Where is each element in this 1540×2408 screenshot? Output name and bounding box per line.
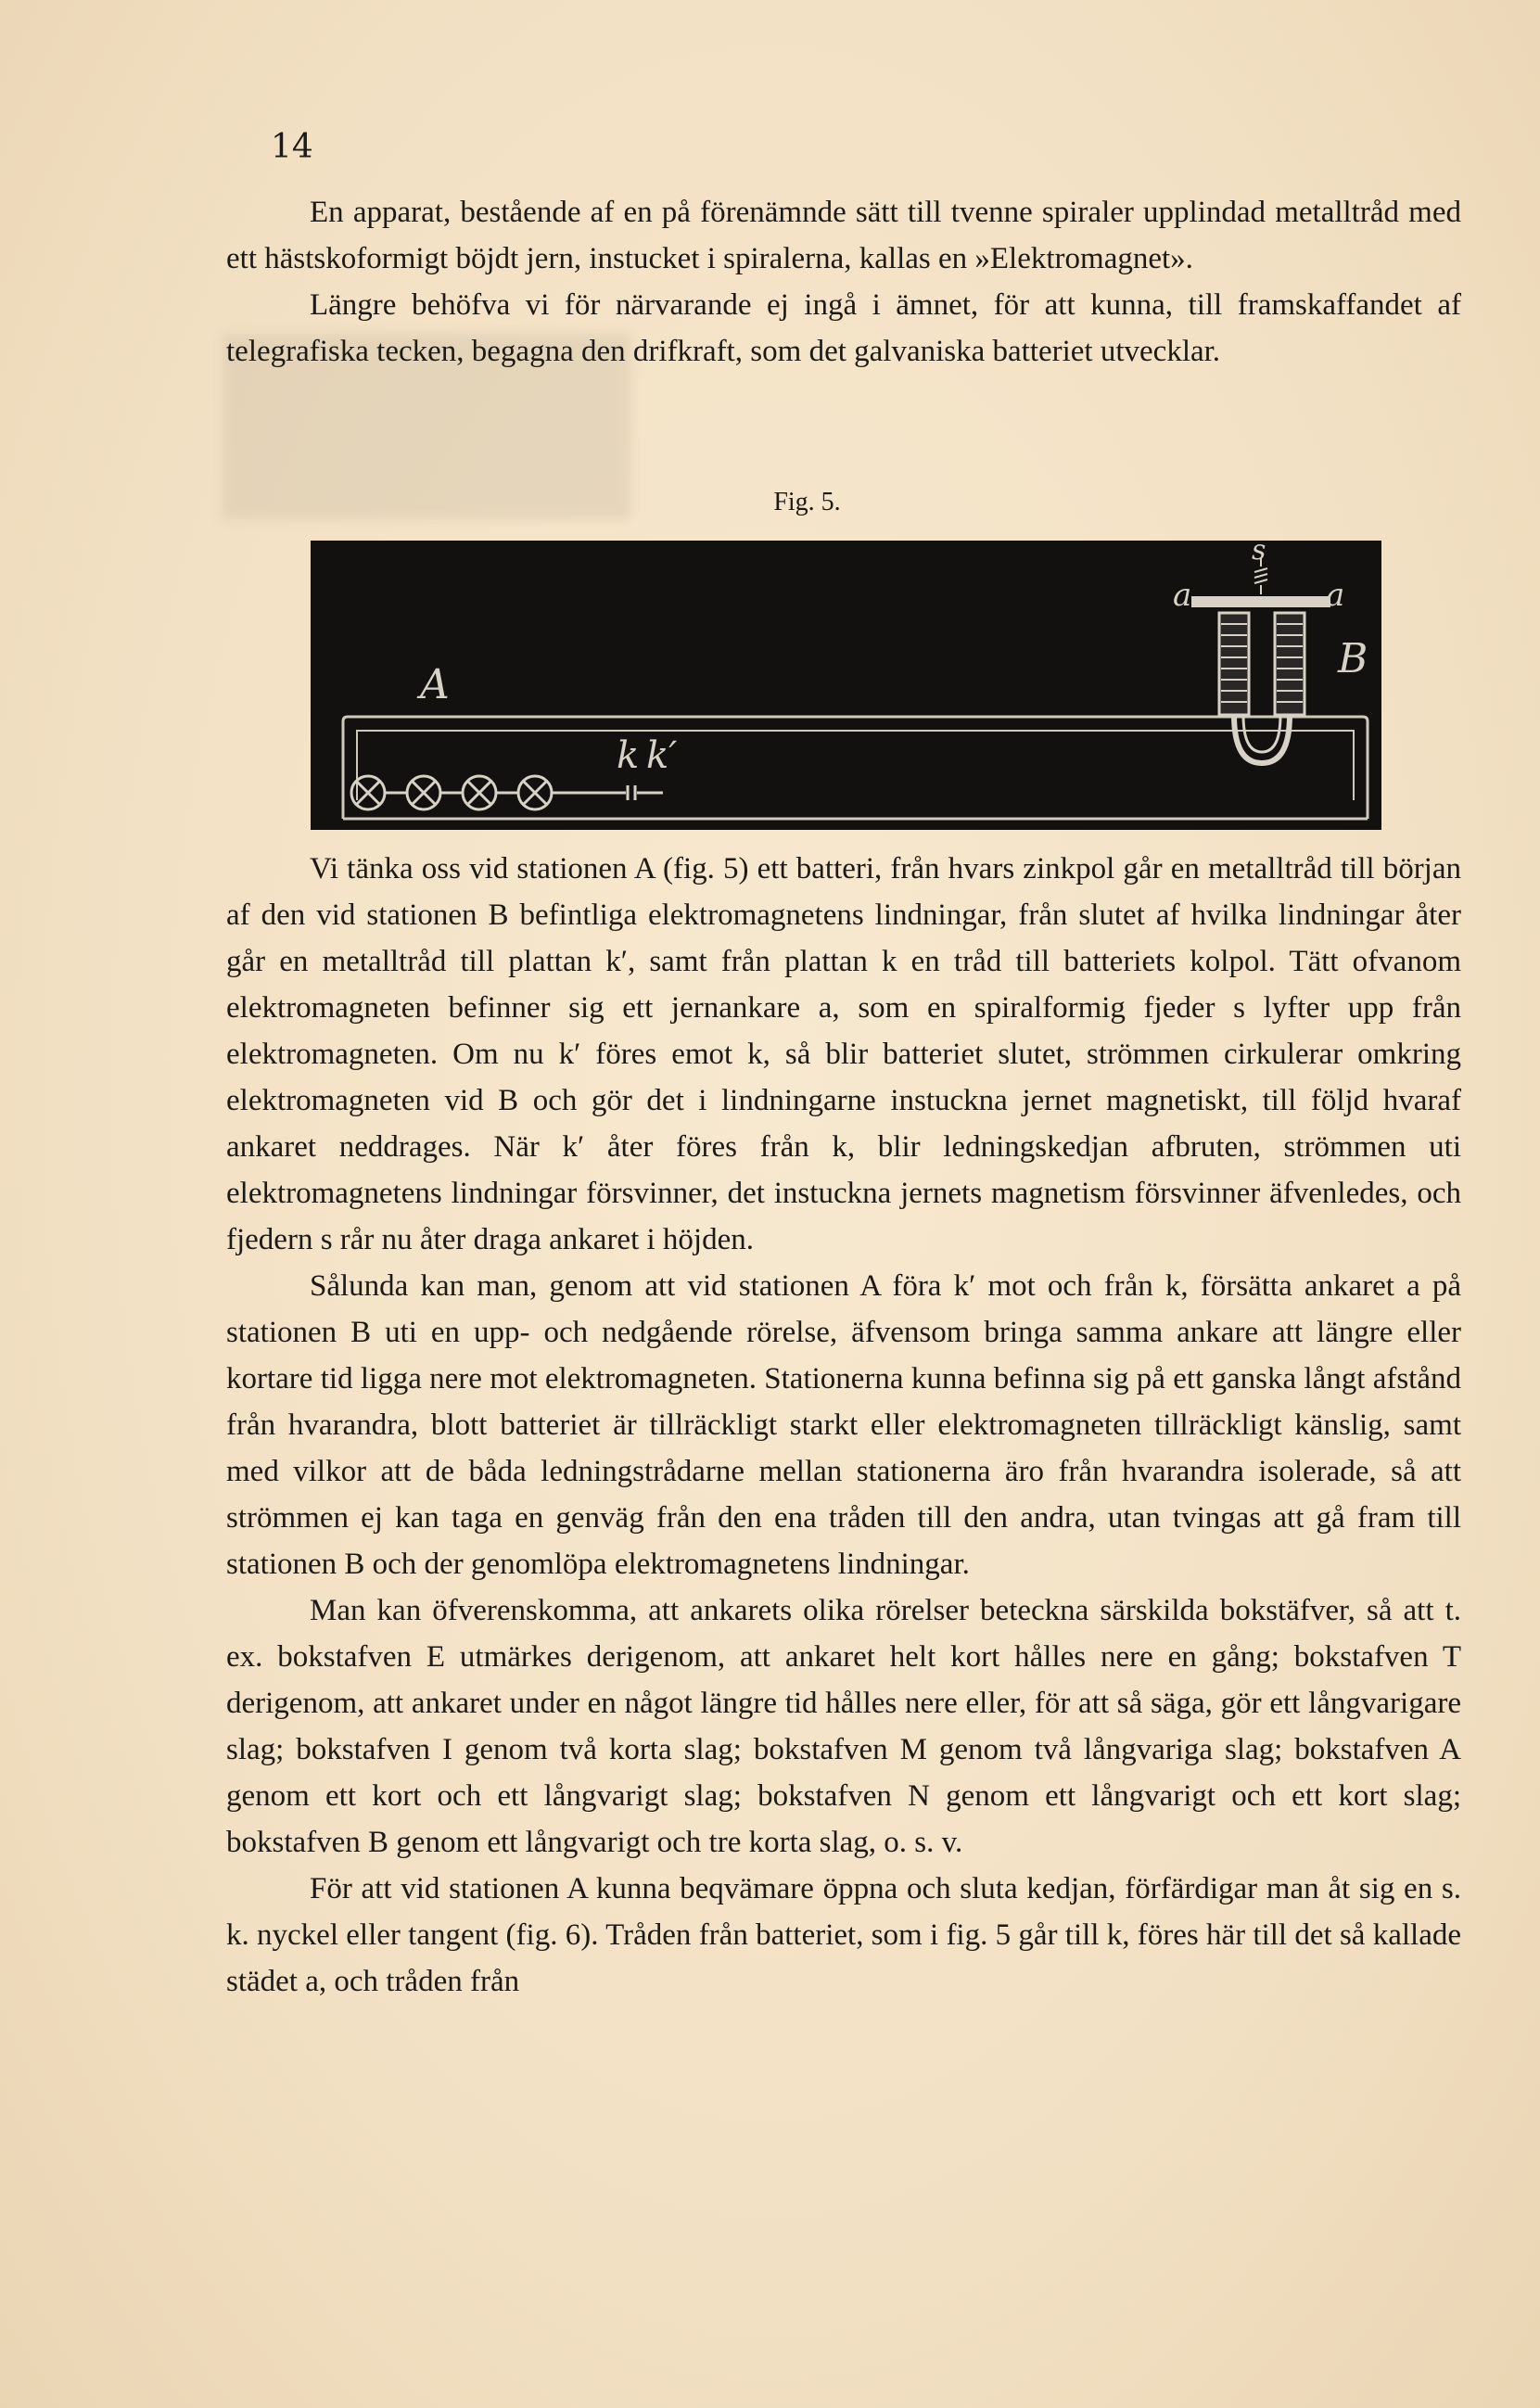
electromagnet <box>1191 557 1330 763</box>
circuit-wire-top <box>343 717 1368 819</box>
battery-cells <box>351 776 626 809</box>
paragraph: Man kan öfverenskomma, att ankarets olika rörelser beteckna särskilda bokstäfver, så att t. ex. bokstafven E utmärkes derigenom, att ankaret helt kort hålles nere en gång; bokstafven T derigenom, att ankaret under en något längre tid hålles nere eller, för att så säga, gör ett långvarigare slag; bokstafven I genom två korta slag; bokstafven M genom två långvariga slag; bokstafven A genom ett kort och ett långvarigt slag; bokstafven N genom ett långvarigt och ett kort slag; bokstafven B genom ett långvarigt och tre korta slag, o. s. v. <box>226 1594 1461 1859</box>
label-anchor-a-right: a <box>1326 577 1345 614</box>
plates-k <box>628 785 663 800</box>
label-station-b: B <box>1338 635 1368 682</box>
paragraph: Längre behöfva vi för närvarande ej ingå i ämnet, för att kunna, till framskaffandet af telegrafiska tecken, begagna den drifkraft, som det galvaniska batteriet utvecklar. <box>226 288 1461 368</box>
label-k: k <box>617 734 640 777</box>
page-number: 14 <box>271 128 313 166</box>
label-station-a: A <box>420 661 450 708</box>
paragraph: För att vid stationen A kunna beqvämare öppna och sluta kedjan, förfärdigar man åt sig en s. k. nyckel eller tangent (fig. 6). Tråden från batteriet, som i fig. 5 går till k, föres här till det så kallade städet a, och tråden från <box>226 1872 1461 1998</box>
label-k-prime: k′ <box>646 734 678 777</box>
figure-caption: Fig. 5. <box>773 488 841 516</box>
circuit-wire-inner <box>357 731 1354 800</box>
paragraph: Sålunda kan man, genom att vid stationen A föra k′ mot och från k, försätta ankaret a på stationen B uti en upp- och nedgående rörelse, äfvensom bringa samma ankare att längre eller kortare tid ligga nere mot elektromagneten. Stationerna kunna befinna sig på ett ganska långt afstånd från hvarandra, blott batteriet är tillräckligt starkt eller elektromagneten tillräckligt känslig, samt med vilkor att de båda ledningstrådarne mellan stationerna äro från hvarandra isolerade, så att strömmen ej kan taga en genväg från den ena tråden till den andra, utan tvingas att gå fram till stationen B och der genomlöpa elektromagnetens lindningar. <box>226 1269 1461 1581</box>
text-before-figure <box>226 189 1461 375</box>
label-anchor-a-left: a <box>1173 577 1192 614</box>
paragraph: En apparat, bestående af en på förenämnde sätt till tvenne spiraler upplindad metalltråd med ett hästskoformigt böjdt jern, instucket i spiralerna, kallas en »Elektromagnet». <box>226 196 1461 275</box>
paragraph: Vi tänka oss vid stationen A (fig. 5) ett batteri, från hvars zinkpol går en metalltråd till början af den vid stationen B befintliga elektromagnetens lindningar, från slutet af hvilka lindningar åter går en metalltråd till plattan k′, samt från plattan k en tråd till batteriets kolpol. Tätt ofvanom elektromagneten befinner sig ett jernankare a, som en spiralformig fjeder s lyfter upp från elektromagneten. Om nu k′ föres emot k, så blir batteriet slutet, strömmen cirkulerar omkring elektromagneten vid B och gör det i lindningarne instuckna jernet magnetiskt, till följd hvaraf ankaret neddrages. När k′ åter föres från k, blir ledningskedjan afbruten, strömmen uti elektromagnetens lindningar försvinner, det instuckna jernets magnetism försvinner äfvenledes, och fjedern s rår nu åter draga ankaret i höjden. <box>226 852 1461 1256</box>
label-spring-s: s <box>1252 541 1266 567</box>
text-after-figure <box>226 846 1461 2005</box>
figure-5-circuit-diagram <box>311 541 1381 830</box>
